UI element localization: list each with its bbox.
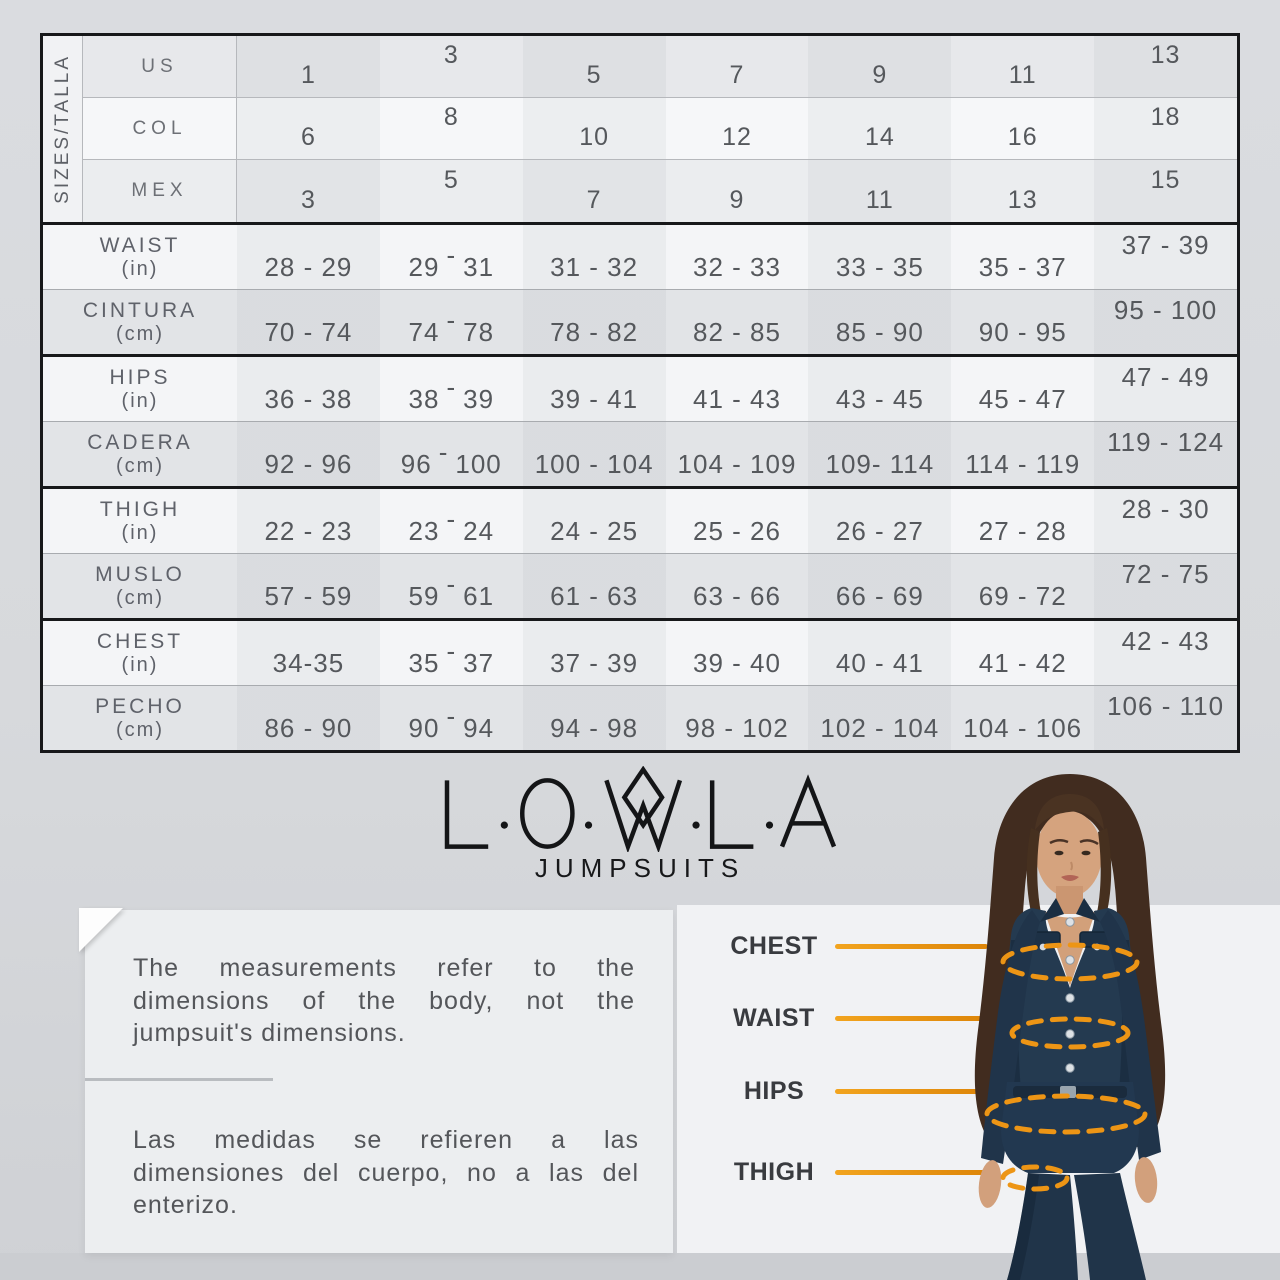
size-value-cell: 5 bbox=[523, 36, 666, 98]
logo-letter-w bbox=[606, 780, 679, 846]
measurement-value-cell: 72 - 75 bbox=[1094, 554, 1237, 618]
measurement-value-cell: 40 - 41 bbox=[808, 621, 951, 685]
measurement-value-cell: 23 - 24 bbox=[408, 503, 495, 546]
measurement-value-cell: 63 - 66 bbox=[693, 580, 781, 611]
measurement-value-cell: 38 - 39 bbox=[408, 371, 495, 414]
measurement-value-cell: 59 - 61 bbox=[408, 568, 495, 611]
measurement-value-cell: 106 - 110 bbox=[1094, 686, 1237, 750]
measurement-value-cell: 119 - 124 bbox=[1094, 422, 1237, 486]
measurement-value-cell: 42 - 43 bbox=[1094, 621, 1237, 685]
measurement-value-cell: 109- 114 bbox=[808, 422, 951, 486]
size-rows-section bbox=[43, 36, 1237, 225]
size-value-cell: 8 bbox=[380, 98, 523, 160]
measurement-row bbox=[43, 618, 1237, 685]
model-hand bbox=[1133, 1156, 1160, 1204]
chest-guide-label: CHEST bbox=[730, 931, 818, 960]
logo-diamond-icon bbox=[624, 770, 662, 826]
measurement-value-cell: 92 - 96 bbox=[237, 422, 380, 486]
note-english: The measurements refer to the dimensions of the body, not the jumpsuit's dimensions. bbox=[133, 954, 635, 1047]
measurement-value-cell: 114 - 119 bbox=[965, 448, 1081, 479]
measurement-row bbox=[43, 421, 1237, 486]
measurement-value-cell: 61 - 63 bbox=[523, 554, 666, 618]
size-value-cell: 5 bbox=[380, 160, 523, 222]
size-value-cell: 9 bbox=[666, 160, 809, 222]
size-value-cell: 16 bbox=[951, 98, 1094, 160]
model-nose bbox=[1071, 862, 1072, 870]
measurement-label-cell: PECHO (cm) bbox=[95, 695, 185, 741]
measurement-value-cell: 66 - 69 bbox=[808, 554, 951, 618]
thigh-guide-label: THIGH bbox=[733, 1157, 815, 1186]
size-value-cell: 13 bbox=[1094, 36, 1237, 98]
measurement-value-cell: 94 - 98 bbox=[523, 686, 666, 750]
model-leg bbox=[1074, 1173, 1146, 1280]
measurement-value-cell: 27 - 28 bbox=[978, 515, 1067, 546]
model-face bbox=[1036, 811, 1102, 897]
measurement-value-cell: 36 - 38 bbox=[237, 357, 380, 421]
measurement-value-cell: 98 - 102 bbox=[685, 712, 789, 743]
size-value-cell: 11 bbox=[951, 36, 1094, 98]
measurement-value-cell: 57 - 59 bbox=[237, 554, 380, 618]
size-system-label: US bbox=[83, 36, 237, 98]
corner-header-cell bbox=[43, 36, 83, 222]
measurement-value-cell: 90 - 94 bbox=[408, 700, 495, 743]
size-chart-table bbox=[40, 33, 1240, 753]
measurement-value-cell: 37 - 39 bbox=[523, 621, 666, 685]
size-value-cell: 12 bbox=[666, 98, 809, 160]
measurement-row bbox=[43, 685, 1237, 750]
logo-dot-icon bbox=[765, 822, 772, 829]
measurement-value-cell: 70 - 74 bbox=[237, 290, 380, 354]
measurement-row bbox=[43, 354, 1237, 421]
measurement-value-cell: 69 - 72 bbox=[978, 580, 1067, 611]
measurement-value-cell: 41 - 42 bbox=[978, 647, 1067, 678]
measurement-value-cell: 39 - 40 bbox=[693, 647, 781, 678]
note-paper bbox=[85, 910, 673, 1253]
measurement-value-cell: 74 - 78 bbox=[408, 304, 495, 347]
measurement-row bbox=[43, 225, 1237, 289]
measurement-value-cell: 33 - 35 bbox=[808, 225, 951, 289]
measurement-value-cell: 22 - 23 bbox=[237, 489, 380, 553]
measurement-label-cell: THIGH (in) bbox=[99, 498, 181, 544]
measurement-value-cell: 95 - 100 bbox=[1094, 290, 1237, 354]
logo-letter-o bbox=[522, 780, 572, 846]
measurement-value-cell: 28 - 29 bbox=[237, 225, 380, 289]
size-value-cell: 18 bbox=[1094, 98, 1237, 160]
model-eye bbox=[1055, 851, 1064, 856]
size-value-cell: 11 bbox=[808, 160, 951, 222]
lowla-logo bbox=[438, 766, 843, 852]
size-value-cell: 7 bbox=[666, 36, 809, 98]
logo-letter-a bbox=[782, 780, 834, 846]
size-value-cell: 9 bbox=[808, 36, 951, 98]
measurement-value-cell: 31 - 32 bbox=[523, 225, 666, 289]
measurement-value-cell: 35 - 37 bbox=[408, 635, 495, 678]
measurement-row bbox=[43, 289, 1237, 354]
size-system-label: COL bbox=[83, 98, 237, 160]
logo-letter-l2 bbox=[712, 780, 753, 846]
measurement-value-cell: 104 - 109 bbox=[677, 448, 797, 479]
waist-guide-label: WAIST bbox=[733, 1003, 815, 1032]
logo-letter-l1 bbox=[447, 780, 488, 846]
size-value-cell: 1 bbox=[237, 36, 380, 98]
measurement-value-cell: 96 - 100 bbox=[400, 436, 502, 479]
measurement-value-cell: 24 - 25 bbox=[523, 489, 666, 553]
corner-header-label: SIZES/TALLA bbox=[51, 54, 73, 204]
hips-guide-label: HIPS bbox=[743, 1076, 805, 1105]
note-spanish: Las medidas se refieren a las dimensiones del cuerpo, no a las del enterizo. bbox=[133, 1126, 639, 1219]
measurement-label-cell: CINTURA (cm) bbox=[82, 299, 198, 345]
measurement-row bbox=[43, 486, 1237, 553]
measurement-value-cell: 102 - 104 bbox=[808, 686, 951, 750]
size-value-cell: 13 bbox=[951, 160, 1094, 222]
size-value-cell: 6 bbox=[237, 98, 380, 160]
measurement-label-cell: MUSLO (cm) bbox=[95, 563, 185, 609]
logo-dot-icon bbox=[500, 822, 507, 829]
measurement-value-cell: 100 - 104 bbox=[523, 422, 666, 486]
measurement-value-cell: 39 - 41 bbox=[523, 357, 666, 421]
measurement-value-cell: 45 - 47 bbox=[978, 383, 1067, 414]
measurement-value-cell: 82 - 85 bbox=[693, 316, 781, 347]
note-divider bbox=[85, 1078, 273, 1081]
measurement-value-cell: 85 - 90 bbox=[808, 290, 951, 354]
measurement-value-cell: 32 - 33 bbox=[693, 251, 781, 282]
logo-dot-icon bbox=[584, 822, 591, 829]
measurement-value-cell: 86 - 90 bbox=[237, 686, 380, 750]
measurement-value-cell: 35 - 37 bbox=[978, 251, 1067, 282]
brand-tagline: JUMPSUITS bbox=[534, 853, 746, 883]
measurement-value-cell: 34-35 bbox=[237, 621, 380, 685]
measurement-label-cell: CADERA (cm) bbox=[87, 431, 193, 477]
measurement-value-cell: 47 - 49 bbox=[1094, 357, 1237, 421]
measurement-label-cell: HIPS (in) bbox=[109, 366, 171, 412]
logo-dot-icon bbox=[692, 822, 699, 829]
measurement-value-cell: 28 - 30 bbox=[1094, 489, 1237, 553]
folded-corner-icon bbox=[79, 908, 123, 952]
measurement-value-cell: 43 - 45 bbox=[808, 357, 951, 421]
size-value-cell: 14 bbox=[808, 98, 951, 160]
size-value-cell: 15 bbox=[1094, 160, 1237, 222]
measurement-row bbox=[43, 553, 1237, 618]
measurement-value-cell: 37 - 39 bbox=[1094, 225, 1237, 289]
size-value-cell: 3 bbox=[380, 36, 523, 98]
measurement-value-cell: 90 - 95 bbox=[978, 316, 1067, 347]
measurement-value-cell: 29 - 31 bbox=[408, 239, 495, 282]
size-value-cell: 10 bbox=[523, 98, 666, 160]
size-value-cell: 3 bbox=[237, 160, 380, 222]
measurement-label-cell: CHEST (in) bbox=[96, 630, 184, 676]
measurement-label-cell: WAIST (in) bbox=[99, 234, 181, 280]
model-photo bbox=[880, 770, 1280, 1280]
measurement-rows-section bbox=[43, 225, 1237, 750]
measurement-value-cell: 25 - 26 bbox=[693, 515, 781, 546]
model-hand bbox=[976, 1159, 1004, 1209]
measurement-value-cell: 104 - 106 bbox=[963, 712, 1083, 743]
measurement-value-cell: 41 - 43 bbox=[693, 383, 781, 414]
measurement-value-cell: 78 - 82 bbox=[523, 290, 666, 354]
size-system-label: MEX bbox=[83, 160, 237, 222]
size-value-cell: 7 bbox=[523, 160, 666, 222]
model-eye bbox=[1082, 851, 1091, 856]
measurement-value-cell: 26 - 27 bbox=[808, 489, 951, 553]
